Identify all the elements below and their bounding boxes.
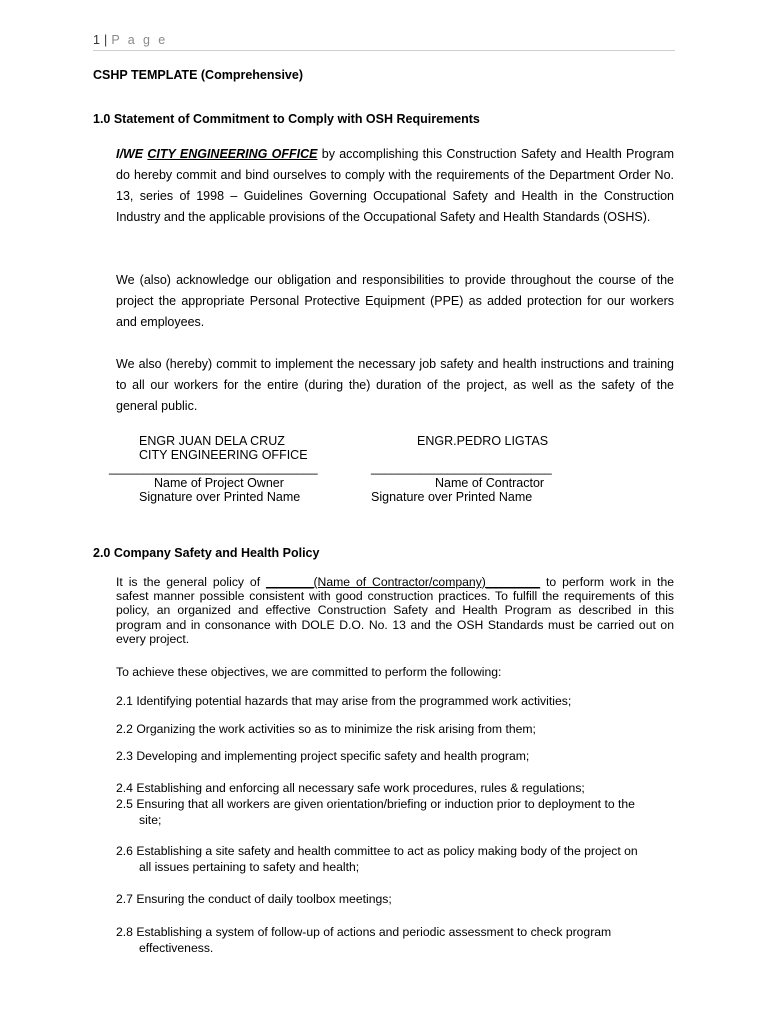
list-item [116,693,674,709]
list-item [116,780,674,796]
list-item-text: 2.6 Establishing a site safety and health committee to act as policy making body of the project on [116,844,638,858]
owner-name: ENGR JUAN DELA CRUZ [139,434,285,448]
list-item-continuation: effectiveness. [139,941,214,955]
training-paragraph: We also (hereby) commit to implement the necessary job safety and health instructions and training to all our workers for the entire (during the) duration of the project, as well as the safety of the general public. [116,357,674,413]
list-item [116,843,674,875]
list-item-continuation: site; [139,813,162,827]
section2-heading: 2.0 Company Safety and Health Policy [93,546,320,560]
contractor-name: ENGR.PEDRO LIGTAS [417,434,549,448]
document-title: CSHP TEMPLATE (Comprehensive) [93,68,303,82]
list-item-text: 2.7 Ensuring the conduct of daily toolbox meetings; [116,892,392,906]
page-word: P a g e [111,33,168,47]
objectives-intro: To achieve these objectives, we are committed to perform the following: [116,665,502,679]
list-item [116,924,674,956]
list-item-text: 2.8 Establishing a system of follow-up of actions and periodic assessment to check program [116,925,612,939]
list-item [116,721,674,737]
policy-paragraph [116,575,674,646]
contractor-signature-line: __________________________ [371,461,552,475]
owner-signature-caption: Signature over Printed Name [139,490,301,504]
page-separator: | [104,33,108,47]
list-item-text: 2.4 Establishing and enforcing all necessary safe work procedures, rules & regulations; [116,781,585,795]
list-item-text: 2.5 Ensuring that all workers are given orientation/briefing or induction prior to deployment to the [116,797,635,811]
ppe-paragraph: We (also) acknowledge our obligation and responsibilities to provide throughout the course of the project the appropriate Personal Protective Equipment (PPE) as added protection for our workers and employees. [116,273,674,329]
policy-post: to perform work in the safest manner possible consistent with good construction practices. To fulfill the requirements of this policy, an organized and effective Construction Safety and Health Program as described in this program and in consonance with DOLE D.O. No. 13 and the OSH Standards must be carried out on every project. [116,575,674,646]
office-name: CITY ENGINEERING OFFICE [147,147,318,161]
policy-blank: _______(Name of Contractor/company)________ [266,575,541,589]
page-number: 1 [93,33,101,47]
contractor-role: Name of Contractor [435,476,545,490]
list-item [116,748,674,764]
list-item-text: 2.1 Identifying potential hazards that may arise from the programmed work activities; [116,694,572,708]
list-item-text: 2.2 Organizing the work activities so as to minimize the risk arising from them; [116,722,536,736]
owner-signature-line: ______________________________ [109,461,318,475]
list-item [116,796,674,828]
section1-heading: 1.0 Statement of Commitment to Comply with OSH Requirements [93,112,480,126]
iwe-label: I/WE [116,147,144,161]
policy-pre: It is the general policy of [116,575,267,589]
contractor-signature-caption: Signature over Printed Name [371,490,533,504]
page-header [93,33,168,47]
commitment-paragraph [116,144,674,228]
list-item-continuation: all issues pertaining to safety and health; [139,860,360,874]
header-rule [93,50,675,51]
owner-role: Name of Project Owner [154,476,284,490]
commitment-body: by accomplishing this Construction Safety and Health Program do hereby commit and bind ourselves to comply with the requirements of the Department Order No. 13, series of 1998 – Guidelines Governing Occupational Safety and Health in the Construction Industry and the applicable provisions of the Occupational Safety and Health Standards (OSHS). [116,147,674,224]
list-item [116,891,674,907]
owner-office: CITY ENGINEERING OFFICE [139,448,308,462]
list-item-text: 2.3 Developing and implementing project specific safety and health program; [116,749,530,763]
